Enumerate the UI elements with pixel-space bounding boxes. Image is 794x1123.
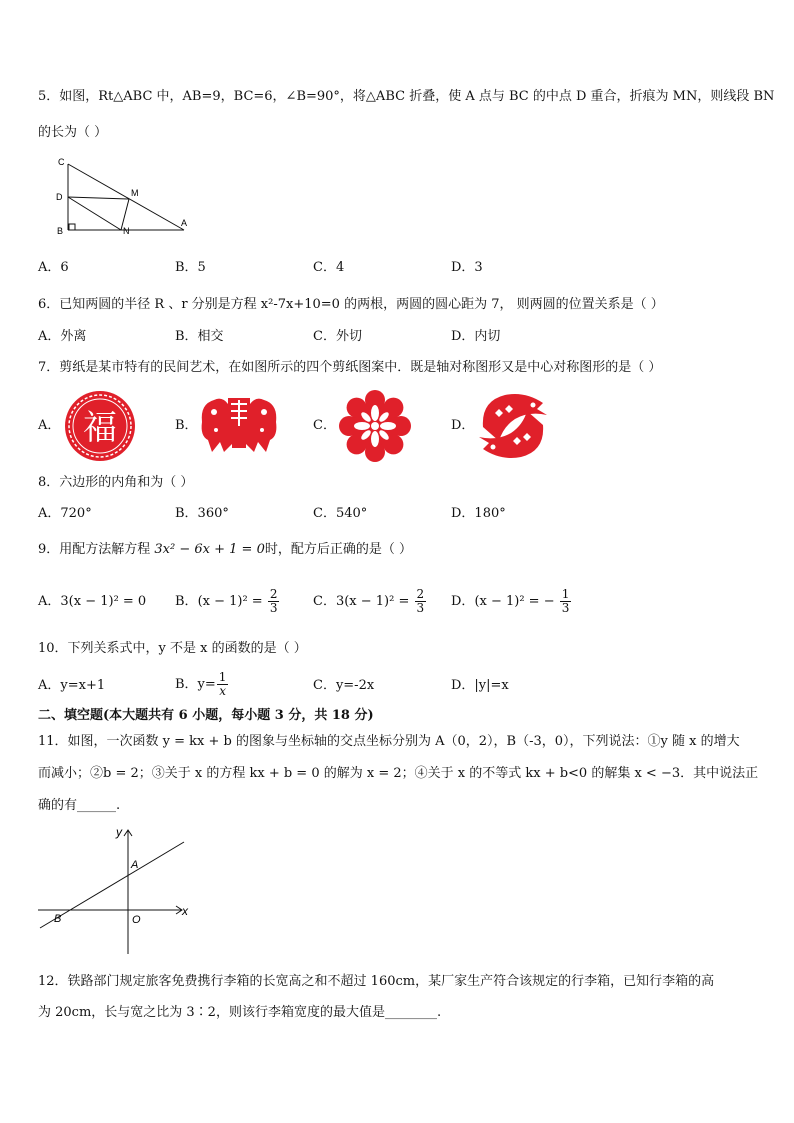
- q7-option-b[interactable]: B．: [175, 418, 198, 433]
- q9-option-d-expr: (x − 1)² = −: [474, 594, 555, 609]
- q9-option-b-label: B．: [175, 594, 198, 609]
- q8-option-a[interactable]: A．720°: [38, 506, 92, 521]
- q9-option-b[interactable]: [175, 585, 280, 619]
- q11-line2: 而减小；②b = 2；③关于 x 的方程 kx + b = 0 的解为 x = 2；④关于 x 的不等式 kx + b<0 的解集 x < −3．其中说法正: [38, 766, 759, 781]
- q9-option-a-label: A．: [38, 594, 61, 609]
- fu-character: 福: [83, 409, 117, 447]
- q6-option-c[interactable]: C．外切: [313, 329, 362, 344]
- q10-option-a[interactable]: A．y=x+1: [38, 678, 106, 693]
- fraction-numerator: 2: [269, 587, 278, 601]
- fraction-numerator: 1: [218, 670, 227, 684]
- q8-option-b[interactable]: B．360°: [175, 506, 229, 521]
- q11-line1: 11．如图，一次函数 y = kx + b 的图象与坐标轴的交点坐标分别为 A（0，2），B（-3，0），下列说法：①y 随 x 的增大: [38, 734, 740, 749]
- q6-option-d[interactable]: D．内切: [451, 329, 501, 344]
- q11-line3: 确的有______.: [38, 798, 121, 813]
- q9-option-c-expr: 3(x − 1)² =: [335, 594, 410, 609]
- q10-option-b[interactable]: [175, 665, 229, 705]
- label-n: N: [123, 226, 130, 236]
- q5-triangle-figure: [52, 154, 192, 236]
- section-fill-in-title: 二、填空题(本大题共有 6 小题，每小题 3 分，共 18 分): [38, 708, 374, 723]
- fraction-denominator: x: [219, 684, 226, 698]
- q10-option-b-label: B．y=: [175, 677, 216, 692]
- q6-option-b[interactable]: B．相交: [175, 329, 224, 344]
- q8-option-d[interactable]: D．180°: [451, 506, 506, 521]
- q6-text: 6．已知两圆的半径 R 、r 分别是方程 x²-7x+10=0 的两根，两圆的圆心距为 7， 则两圆的位置关系是（ ）: [38, 297, 664, 312]
- q7-text: 7．剪纸是某市特有的民间艺术，在如图所示的四个剪纸图案中．既是轴对称图形又是中心对称图形的是（ ）: [38, 360, 662, 375]
- q9-option-c-fraction: [415, 588, 427, 615]
- q10-option-b-fraction: [217, 671, 229, 698]
- fraction-numerator: 1: [561, 587, 570, 601]
- q10-text: 10．下列关系式中，y 不是 x 的函数的是（ ）: [38, 641, 307, 656]
- q7-option-c[interactable]: C．: [313, 418, 336, 433]
- q10-option-d[interactable]: D．|y|=x: [451, 678, 509, 693]
- q8-text: 8．六边形的内角和为（ ）: [38, 475, 194, 490]
- flower-papercut-image[interactable]: [337, 389, 413, 463]
- q7-option-a[interactable]: A．: [38, 418, 61, 433]
- point-a-label: A: [131, 859, 139, 871]
- q11-line-graph-figure: [30, 822, 195, 958]
- q9-option-c[interactable]: [313, 585, 427, 619]
- q9-option-b-fraction: [268, 588, 280, 615]
- q9-option-a-expr: 3(x − 1)² = 0: [60, 594, 147, 609]
- fish-papercut-image[interactable]: [475, 389, 551, 463]
- q12-line2: 为 20cm，长与宽之比为 3∶2，则该行李箱宽度的最大值是________.: [38, 1005, 442, 1020]
- q5-option-c[interactable]: C．4: [313, 260, 345, 275]
- q9-text: [38, 541, 412, 559]
- origin-label: O: [132, 914, 141, 926]
- q5-option-b[interactable]: B．5: [175, 260, 206, 275]
- q9-option-a[interactable]: [38, 585, 146, 619]
- q6-option-a[interactable]: A．外离: [38, 329, 87, 344]
- lions-papercut-image[interactable]: [198, 392, 280, 458]
- q9-option-d[interactable]: [451, 585, 572, 619]
- q5-line2: 的长为（ ）: [38, 125, 108, 140]
- q9-option-d-label: D．: [451, 594, 475, 609]
- fraction-denominator: 3: [416, 601, 425, 615]
- y-axis-label: y: [116, 825, 122, 839]
- point-b-label: B: [54, 913, 62, 925]
- q12-line1: 12．铁路部门规定旅客免费携行李箱的长宽高之和不超过 160cm，某厂家生产符合该规定的行李箱，已知行李箱的高: [38, 974, 715, 989]
- label-a: A: [181, 218, 188, 228]
- fraction-numerator: 2: [416, 587, 425, 601]
- q7-option-d[interactable]: D．: [451, 418, 475, 433]
- q10-option-c[interactable]: C．y=-2x: [313, 678, 375, 693]
- fraction-denominator: 3: [561, 601, 570, 615]
- x-axis-label: x: [182, 904, 188, 918]
- fraction-denominator: 3: [269, 601, 278, 615]
- q9-option-d-fraction: [560, 588, 572, 615]
- q9-option-c-label: C．: [313, 594, 336, 609]
- q5-option-a[interactable]: A．6: [38, 260, 69, 275]
- label-d: D: [56, 192, 63, 202]
- q9-option-b-expr: (x − 1)² =: [197, 594, 263, 609]
- label-b: B: [57, 226, 64, 236]
- q9-prefix: 9．用配方法解方程: [38, 542, 155, 557]
- q9-suffix: 时，配方后正确的是（ ）: [264, 542, 412, 557]
- label-m: M: [131, 188, 139, 198]
- q5-line1: 5．如图，Rt△ABC 中，AB=9，BC=6，∠B=90°，将△ABC 折叠，使 A 点与 BC 的中点 D 重合，折痕为 MN，则线段 BN: [38, 89, 775, 104]
- q8-option-c[interactable]: C．540°: [313, 506, 368, 521]
- q5-option-d[interactable]: D．3: [451, 260, 483, 275]
- label-c: C: [58, 157, 65, 167]
- q9-equation: 3x² − 6x + 1 = 0: [154, 542, 265, 557]
- fu-papercut-image[interactable]: [62, 389, 138, 463]
